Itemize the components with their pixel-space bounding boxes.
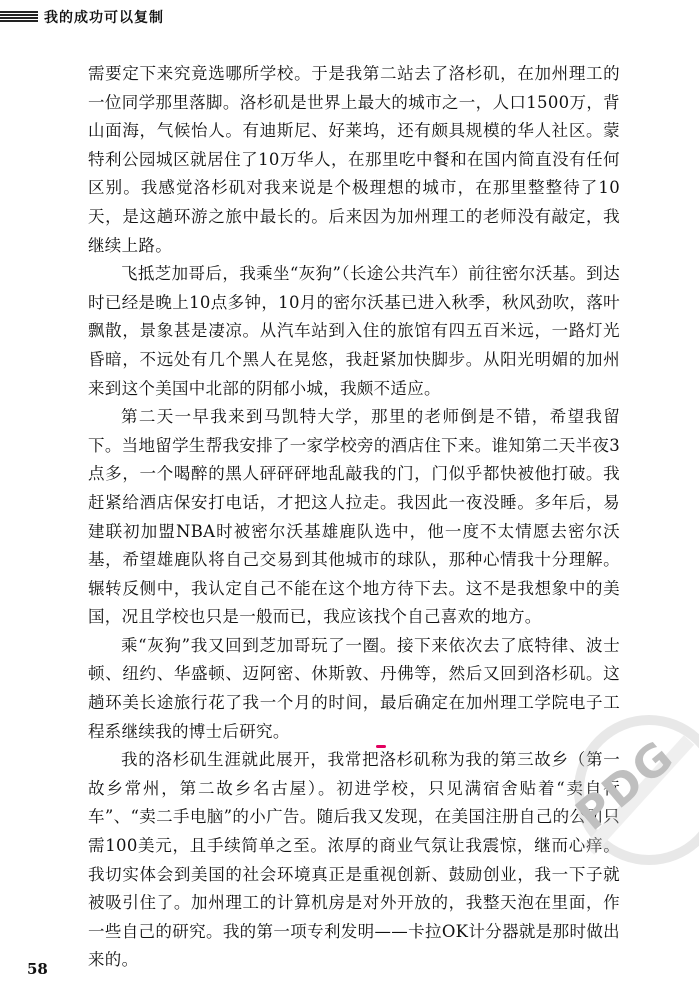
paragraph-text: 乘“灰狗”我又回到芝加哥玩了一圈。接下来依次去了底特律、波士顿、纽约、华盛顿、迈阿密、休斯敦、丹佛等，然后又回到洛杉矶。这趟环美长途旅行花了我一个月的时间， [88, 635, 620, 713]
header-rule-decoration [0, 11, 38, 23]
watermark-text: PDG [566, 730, 685, 841]
highlighted-text: 最后确定在加州理工学院电子工程系继续我的博士后研究 [88, 693, 621, 741]
paragraph-text: 我的洛杉矶生涯就此展开，我常把洛杉矶称为我的第三故乡（第一故乡常州，第二故乡名古屋）。初进学校，只见满宿舍贴着“卖自行车”、“卖二手电脑”的小广告。随后我又发现，在美国注册自己的公司只需100美元，且手续简单之至。浓厚的商业气氛让我震惊，继而心痒。我切实体会到美国的社会环境真正是重视创新、鼓励创业，我一下子就被吸引住了。加州理工的计算机房是对外开放的，我整天泡在里面，作一些自己的研究。我的第一项专利发明——卡拉OK计分器就是那时做出来的。 [88, 750, 620, 970]
page-number: 58 [27, 960, 48, 978]
paragraph-text: 需要定下来究竟选哪所学校。于是我第二站去了洛杉矶，在加州理工的一位同学那里落脚。洛杉矶是世界上最大的城市之一，人口1500万，背山面海，气候怡人。有迪斯尼、好莱坞，还有颇具规模的华人社区。蒙特利公园城区就居住了10万华人，在那里吃中餐和在国内简直没有任何区别。我感觉洛杉矶对我来说是个极理想的城市，在那里整整待了10天，是这趟环游之旅中最长的。后来因为加州理工的老师没有敲定，我继续上路。 [88, 64, 620, 255]
paragraph [88, 403, 620, 632]
paragraph [88, 260, 620, 403]
paragraph [88, 60, 620, 260]
running-header [0, 6, 699, 26]
paragraph-text: 。 [272, 721, 290, 741]
paragraph-text: 飞抵芝加哥后，我乘坐“灰狗”（长途公共汽车）前往密尔沃基。到达时已经是晚上10点多钟，10月的密尔沃基已进入秋季，秋风劲吹，落叶飘散，景象甚是凄凉。从汽车站到入住的旅馆有四五百米远，一路灯光昏暗，不远处有几个黑人在晃悠，我赶紧加快脚步。从阳光明媚的加州来到这个美国中北部的阴郁小城，我颇不适应。 [88, 264, 620, 398]
header-title: 我的成功可以复制 [44, 10, 164, 26]
paragraph-text: 第二天一早我来到马凯特大学，那里的老师倒是不错，希望我留下。当地留学生帮我安排了一家学校旁的酒店住下来。谁知第二天半夜3点多，一个喝醉的黑人砰砰砰地乱敲我的门，门似乎都快被他打破。我赶紧给酒店保安打电话，才把这人拉走。我因此一夜没睡。多年后，易建联初加盟NBA时被密尔沃基雄鹿队选中，他一度不太情愿去密尔沃基，希望雄鹿队将自己交易到其他城市的球队，那种心情我十分理解。辗转反侧中，我认定自己不能在这个地方待下去。这不是我想象中的美国，况且学校也只是一般而已，我应该找个自己喜欢的地方。 [88, 407, 620, 627]
